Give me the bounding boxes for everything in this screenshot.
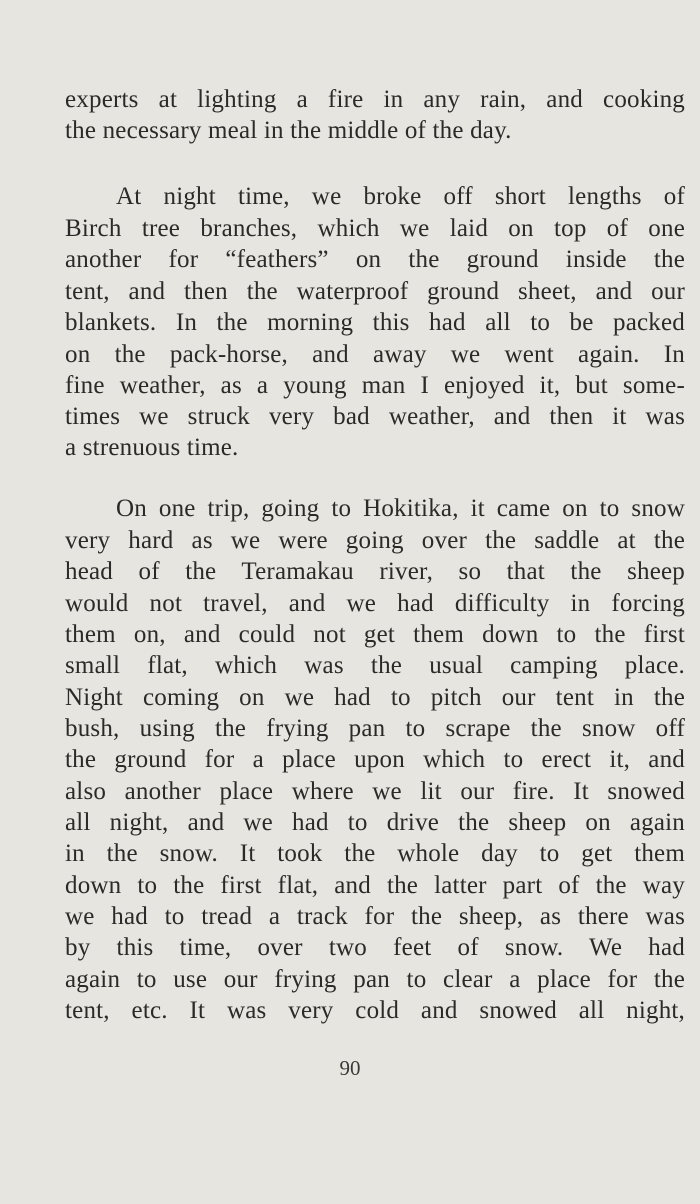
text-line: Night coming on we had to pitch our tent in the bbox=[65, 684, 685, 711]
text-line: on the pack-horse, and away we went again. In bbox=[65, 341, 685, 368]
text-line: very hard as we were going over the saddle at the bbox=[65, 527, 685, 554]
text-line: the necessary meal in the middle of the day. bbox=[65, 117, 512, 144]
text-line: would not travel, and we had difficulty in forcing bbox=[65, 590, 685, 617]
text-line: also another place where we lit our fire. It snowed bbox=[65, 778, 685, 805]
text-line: tent, etc. It was very cold and snowed all night, bbox=[65, 997, 685, 1024]
text-line: by this time, over two feet of snow. We had bbox=[65, 934, 685, 961]
text-line: head of the Teramakau river, so that the sheep bbox=[65, 558, 685, 585]
text-line: fine weather, as a young man I enjoyed it, but some- bbox=[65, 372, 685, 399]
text-line: we had to tread a track for the sheep, as there was bbox=[65, 903, 685, 930]
text-line: in the snow. It took the whole day to get them bbox=[65, 840, 685, 867]
text-line: At night time, we broke off short lengths of bbox=[116, 183, 685, 210]
text-line: the ground for a place upon which to erect it, and bbox=[65, 746, 685, 773]
text-line: On one trip, going to Hokitika, it came on to snow bbox=[116, 495, 685, 522]
text-line: down to the first flat, and the latter part of the way bbox=[65, 872, 685, 899]
text-line: a strenuous time. bbox=[65, 434, 239, 461]
text-line: all night, and we had to drive the sheep on again bbox=[65, 809, 685, 836]
text-line: times we struck very bad weather, and then it was bbox=[65, 403, 685, 430]
text-line: experts at lighting a fire in any rain, and cooking bbox=[65, 86, 685, 113]
text-line: tent, and then the waterproof ground sheet, and our bbox=[65, 278, 685, 305]
text-line: bush, using the frying pan to scrape the snow off bbox=[65, 715, 685, 742]
text-line: small flat, which was the usual camping place. bbox=[65, 652, 685, 679]
page-number: 90 bbox=[339, 1056, 361, 1080]
text-line: again to use our frying pan to clear a place for the bbox=[65, 966, 685, 993]
text-line: them on, and could not get them down to the first bbox=[65, 621, 685, 648]
text-line: Birch tree branches, which we laid on top of one bbox=[65, 215, 685, 242]
text-line: another for “feathers” on the ground inside the bbox=[65, 246, 685, 273]
text-line: blankets. In the morning this had all to be packed bbox=[65, 309, 685, 336]
